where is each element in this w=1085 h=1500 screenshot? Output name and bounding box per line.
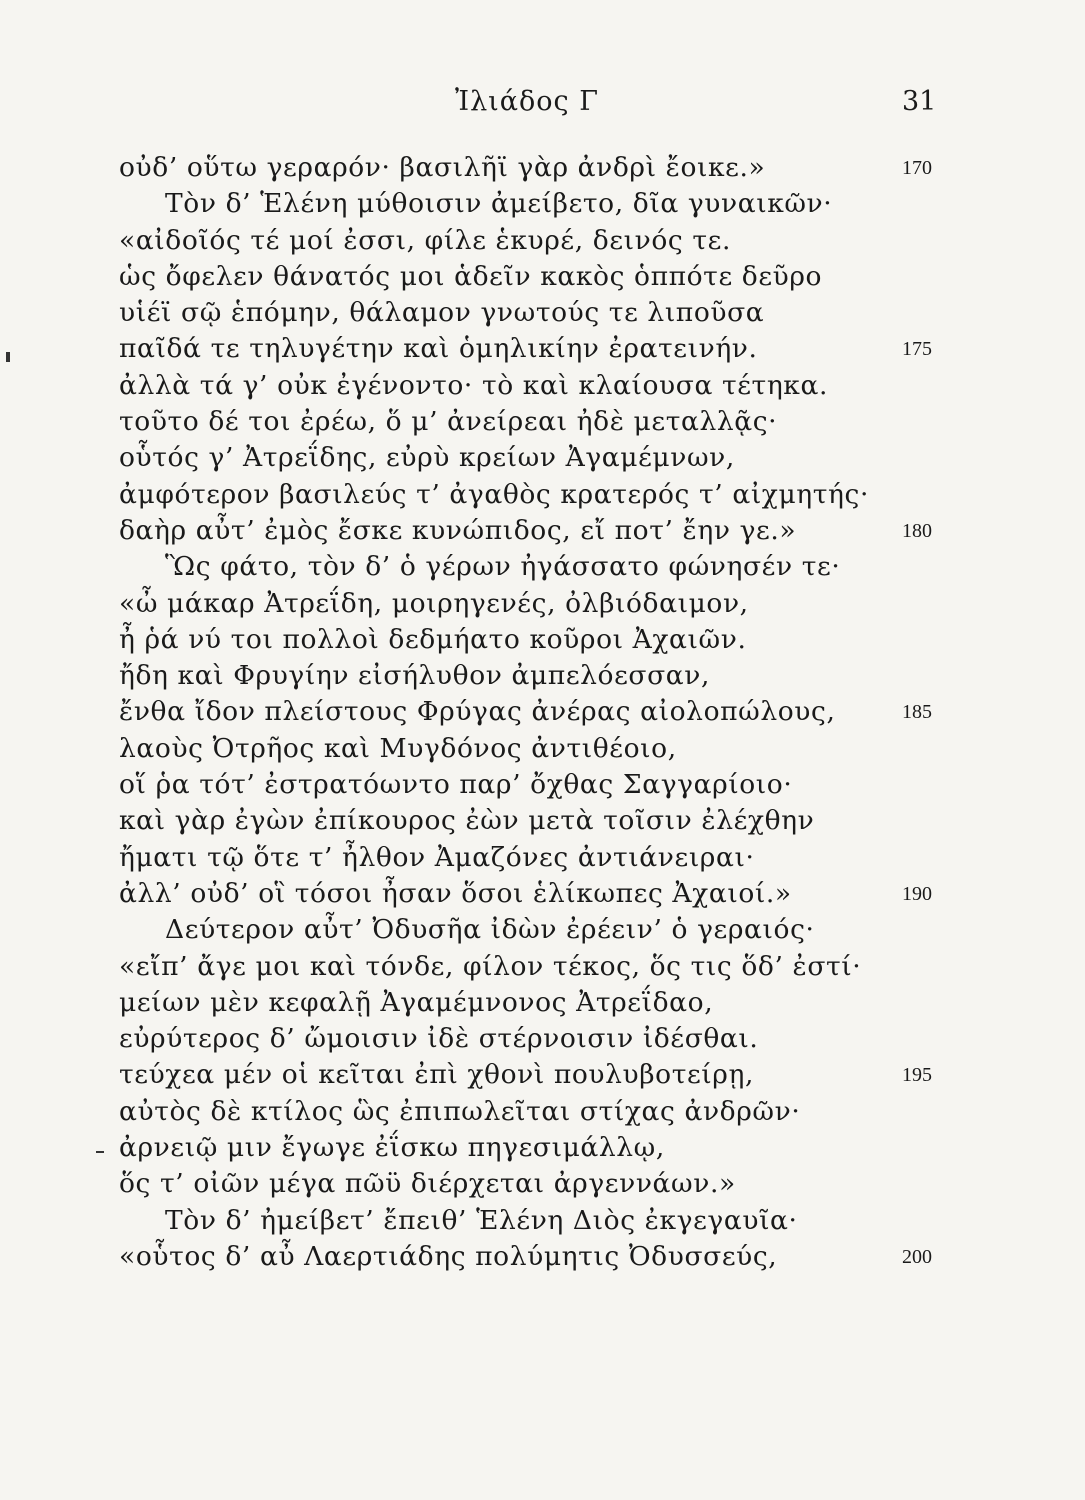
verse-line	[0, 331, 1085, 367]
verse-line	[0, 912, 1085, 948]
verse-text: Ὣς φάτο, τὸν δ’ ὁ γέρων ἠγάσσατο φώνησέν τε·	[165, 551, 841, 583]
verse-text: «αἰδοῖός τέ μοί ἐσσι, φίλε ἑκυρέ, δεινός τε.	[119, 224, 732, 256]
verse-line	[0, 549, 1085, 585]
verse-text: Δεύτερον αὖτ’ Ὀδυσῆα ἰδὼν ἐρέειν’ ὁ γεραιός·	[165, 914, 815, 946]
verse-line	[0, 1203, 1085, 1239]
line-number: 170	[902, 157, 932, 179]
verse-line	[0, 767, 1085, 803]
verse-text: «εἴπ’ ἄγε μοι καὶ τόνδε, φίλον τέκος, ὅς τις ὅδ’ ἐστί·	[119, 950, 862, 982]
line-number: 175	[902, 338, 932, 361]
verse-line	[0, 259, 1085, 295]
verse-line	[0, 694, 1085, 730]
verse-line	[0, 186, 1085, 222]
verse-text: οὐδ’ οὕτω γεραρόν· βασιλῆϊ γὰρ ἀνδρὶ ἔοικε.»	[119, 152, 766, 183]
running-header	[0, 86, 1085, 126]
verse-text: παῖδά τε τηλυγέτην καὶ ὁμηλικίην ἐρατεινήν.	[119, 333, 758, 365]
verse-line	[0, 368, 1085, 404]
verse-text: Τὸν δ’ Ἑλένη μύθοισιν ἀμείβετο, δῖα γυναικῶν·	[165, 188, 833, 220]
verse-line	[0, 876, 1085, 912]
line-number: 180	[902, 519, 932, 542]
verse-text: ἀλλὰ τά γ’ οὐκ ἐγένοντο· τὸ καὶ κλαίουσα τέτηκα.	[119, 369, 828, 401]
verse-text: ἤδη καὶ Φρυγίην εἰσήλυθον ἀμπελόεσσαν,	[119, 660, 711, 692]
verse-text: ἔνθα ἴδον πλείστους Φρύγας ἀνέρας αἰολοπώλους,	[119, 696, 836, 728]
verse-line	[0, 731, 1085, 767]
verse-text: αὐτὸς δὲ κτίλος ὣς ἐπιπωλεῖται στίχας ἀνδρῶν·	[119, 1095, 801, 1127]
verse-text: εὐρύτερος δ’ ὤμοισιν ἰδὲ στέρνοισιν ἰδέσθαι.	[119, 1023, 759, 1055]
margin-dash-mark	[96, 1151, 104, 1153]
verse-line	[0, 1239, 1085, 1275]
verse-line	[0, 223, 1085, 259]
verse-text: ἦ ῥά νύ τοι πολλοὶ δεδμήατο κοῦροι Ἀχαιῶν.	[119, 623, 747, 655]
line-number: 200	[902, 1245, 932, 1268]
verse-text: δαὴρ αὖτ’ ἐμὸς ἔσκε κυνώπιδος, εἴ ποτ’ ἔην γε.»	[119, 514, 797, 546]
verse-line	[0, 949, 1085, 985]
verse-line	[0, 404, 1085, 440]
margin-tick-mark	[6, 352, 10, 362]
verse-text: ἀμφότερον βασιλεύς τ’ ἀγαθὸς κρατερός τ’ αἰχμητής·	[119, 478, 869, 510]
verse-text: «οὗτος δ’ αὖ Λαερτιάδης πολύμητις Ὀδυσσεύς,	[119, 1240, 778, 1272]
verse-line	[0, 985, 1085, 1021]
verse-text: οἵ ῥα τότ’ ἐστρατόωντο παρ’ ὄχθας Σαγγαρίοιο·	[119, 769, 793, 801]
verse-text: τεύχεα μέν οἱ κεῖται ἐπὶ χθονὶ πουλυβοτείρῃ,	[119, 1059, 754, 1091]
verse-line	[0, 1057, 1085, 1093]
verse-text: ἀρνειῷ μιν ἔγωγε ἐΐσκω πηγεσιμάλλῳ,	[119, 1132, 665, 1164]
verse-text: ἀλλ’ οὐδ’ οἳ τόσοι ἦσαν ὅσοι ἑλίκωπες Ἀχαιοί.»	[119, 877, 792, 909]
verse-text: Τὸν δ’ ἠμείβετ’ ἔπειθ’ Ἑλένη Διὸς ἐκγεγαυῖα·	[165, 1204, 798, 1236]
verse-text: «ὦ μάκαρ Ἀτρεΐδη, μοιρηγενές, ὀλβιόδαιμον,	[119, 587, 749, 619]
page-number: 31	[902, 86, 937, 117]
verse-line	[0, 586, 1085, 622]
verse-text: υἱέϊ σῷ ἑπόμην, θάλαμον γνωτούς τε λιποῦσα	[119, 297, 765, 329]
verse-line	[0, 840, 1085, 876]
verse-line	[0, 440, 1085, 476]
running-title: Ἰλιάδος Γ	[455, 86, 599, 117]
verse-block	[0, 150, 1085, 1275]
line-number: 185	[902, 701, 932, 724]
verse-line	[0, 150, 1085, 186]
verse-line	[0, 1130, 1085, 1166]
verse-line	[0, 1166, 1085, 1202]
verse-line	[0, 513, 1085, 549]
verse-text: ὡς ὄφελεν θάνατός μοι ἁδεῖν κακὸς ὁππότε δεῦρο	[119, 260, 823, 292]
line-number: 195	[902, 1064, 932, 1087]
verse-text: οὗτός γ’ Ἀτρεΐδης, εὐρὺ κρείων Ἀγαμέμνων,	[119, 442, 735, 474]
verse-text: μείων μὲν κεφαλῇ Ἀγαμέμνονος Ἀτρεΐδαο,	[119, 986, 714, 1018]
verse-text: λαοὺς Ὀτρῆος καὶ Μυγδόνος ἀντιθέοιο,	[119, 732, 677, 764]
verse-text: ἤματι τῷ ὅτε τ’ ἦλθον Ἀμαζόνες ἀντιάνειραι·	[119, 841, 755, 873]
verse-line	[0, 295, 1085, 331]
verse-text: ὅς τ’ οἰῶν μέγα πῶϋ διέρχεται ἀργεννάων.»	[119, 1168, 736, 1200]
verse-line	[0, 1021, 1085, 1057]
verse-line	[0, 622, 1085, 658]
verse-text: τοῦτο δέ τοι ἐρέω, ὅ μ’ ἀνείρεαι ἠδὲ μεταλλᾷς·	[119, 406, 778, 438]
verse-line	[0, 658, 1085, 694]
verse-line	[0, 803, 1085, 839]
verse-text: καὶ γὰρ ἐγὼν ἐπίκουρος ἐὼν μετὰ τοῖσιν ἐλέχθην	[119, 805, 815, 837]
verse-line	[0, 477, 1085, 513]
line-number: 190	[902, 882, 932, 905]
verse-line	[0, 1094, 1085, 1130]
